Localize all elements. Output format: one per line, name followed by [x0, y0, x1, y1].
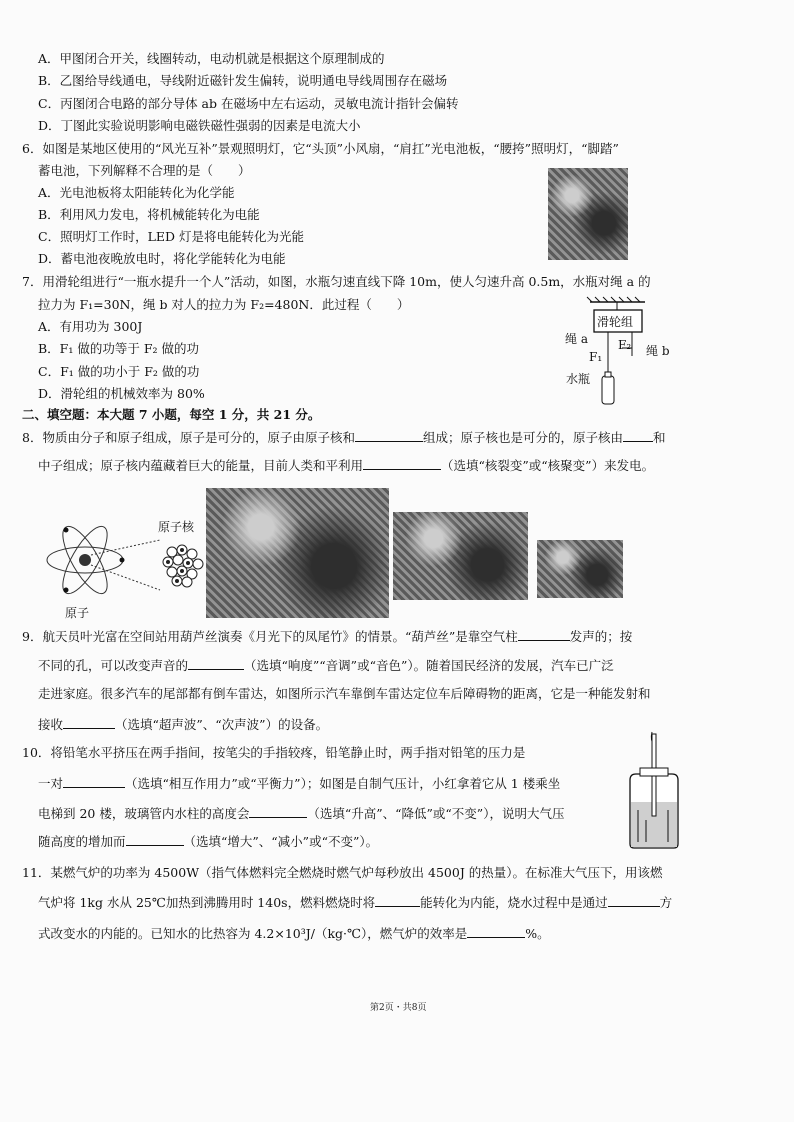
q11-text-5: %。 [525, 926, 550, 941]
q6-stem-line2: 蓄电池，下列解释不合理的是（ ） [38, 163, 251, 178]
q9-text-2: 发声的；按 [569, 629, 633, 644]
f1-label: F₁ [589, 350, 603, 364]
q8-line2 [38, 457, 654, 474]
q11-text-2: 能转化为内能，烧水过程中是通过 [420, 895, 608, 910]
q11-blank-3[interactable] [467, 925, 525, 938]
q10-text-3: 电梯到 20 楼，玻璃管内水柱的高度会 [38, 806, 250, 821]
q7-stem-line1: 7．用滑轮组进行“一瓶水提升一个人”活动，如图，水瓶匀速直线下降 10m，使人匀速升高 0.5m，水瓶对绳 a 的 [22, 274, 651, 289]
f2-label: F₂ [618, 338, 632, 352]
q9-text-4: （选填“响度”“音调”或“音色”）。随着国民经济的发展，汽车已广泛 [244, 658, 614, 673]
q11-text-1: 气炉将 1kg 水从 25℃加热到沸腾用时 140s，燃料燃烧时将 [38, 895, 376, 910]
q5-option-c: C．丙图闭合电路的部分导体 ab 在磁场中左右运动，灵敏电流计指针会偏转 [38, 96, 459, 111]
rope-a-label: 绳 a [565, 332, 588, 346]
q10-blank-2[interactable] [249, 805, 307, 818]
q11-line2 [38, 894, 672, 911]
q9-line2 [38, 657, 614, 674]
q9-text-6: （选填“超声波”、“次声波”）的设备。 [115, 717, 329, 732]
q11-text-4: 式改变水的内能的。已知水的比热容为 4.2×10³J/（kg·℃），燃气炉的效率是 [38, 926, 468, 941]
q5-option-a: A．甲图闭合开关，线圈转动，电动机就是根据这个原理制成的 [38, 51, 385, 66]
q9-line4 [38, 716, 328, 733]
q6-option-c: C．照明灯工作时，LED 灯是将电能转化为光能 [38, 229, 304, 244]
q9-line1 [22, 628, 632, 645]
q9-line3: 走进家庭。很多汽车的尾部都有倒车雷达，如图所示汽车靠倒车雷达定位车后障碍物的距离，它是一种能发射和 [38, 686, 651, 701]
q10-text-1: 一对 [38, 776, 64, 791]
q8-text-3: 和 [652, 430, 666, 445]
atom-label: 原子 [65, 606, 90, 620]
streetlight-photo [548, 168, 628, 260]
nucleus-label: 原子核 [158, 520, 195, 534]
q5-option-d: D．丁图此实验说明影响电磁铁磁性强弱的因素是电流大小 [38, 118, 361, 133]
bottle-label: 水瓶 [566, 372, 591, 386]
q9-text-5: 接收 [38, 717, 64, 732]
q9-blank-2[interactable] [188, 657, 244, 670]
q8-text-4: 中子组成；原子核内蕴藏着巨大的能量，目前人类和平利用 [38, 458, 364, 473]
q10-line1: 10．将铅笔水平挤压在两手指间，按笔尖的手指较疼，铅笔静止时，两手指对铅笔的压力是 [22, 745, 526, 760]
q8-text-2: 组成；原子核也是可分的，原子核由 [422, 430, 623, 445]
q9-text-3: 不同的孔，可以改变声音的 [38, 658, 189, 673]
car-photo [393, 512, 528, 600]
q8-text-1: 8．物质由分子和原子组成，原子是可分的，原子由原子核和 [22, 430, 355, 445]
q7-option-c: C．F₁ 做的功小于 F₂ 做的功 [38, 364, 200, 379]
q6-option-b: B．利用风力发电，将机械能转化为电能 [38, 207, 260, 222]
q8-blank-1[interactable] [355, 429, 423, 442]
q7-option-a: A．有用功为 300J [38, 319, 143, 334]
q10-text-5: 随高度的增加而 [38, 834, 126, 849]
q7-option-d: D．滑轮组的机械效率为 80% [38, 386, 205, 401]
q11-text-3: 方 [659, 895, 673, 910]
q6-option-d: D．蓄电池夜晚放电时，将化学能转化为电能 [38, 251, 286, 266]
q11-line3 [38, 925, 550, 942]
q9-blank-3[interactable] [63, 716, 115, 729]
section-heading: 二、填空题：本大题 7 小题，每空 1 分，共 21 分。 [22, 407, 321, 422]
q11-blank-1[interactable] [375, 894, 420, 907]
astronaut-photo [206, 488, 389, 618]
q8-text-5: （选填“核裂变”或“核聚变”）来发电。 [441, 458, 655, 473]
q10-text-6: （选填“增大”、“减小”或“不变”）。 [183, 834, 379, 849]
q10-text-2: （选填“相互作用力”或“平衡力”）；如图是自制气压计，小红拿着它从 1 楼乘坐 [125, 776, 561, 791]
q10-text-4: （选填“升高”、“降低”或“不变”），说明大气压 [307, 806, 565, 821]
pulley-label: 滑轮组 [597, 315, 634, 329]
radar-photo [537, 540, 623, 598]
q10-line4 [38, 833, 378, 850]
q9-blank-1[interactable] [518, 628, 570, 641]
q6-stem-line1: 6．如图是某地区使用的“风光互补”景观照明灯，它“头顶”小风扇，“肩扛”光电池板，“腰挎”照明灯，“脚踏” [22, 141, 619, 156]
q10-line3 [38, 805, 564, 822]
rope-b-label: 绳 b [646, 344, 670, 358]
q11-blank-2[interactable] [608, 894, 660, 907]
q8-blank-3[interactable] [363, 457, 441, 470]
barometer-diagram [620, 730, 690, 850]
q5-option-b: B．乙图给导线通电，导线附近磁针发生偏转，说明通电导线周围存在磁场 [38, 73, 448, 88]
q7-stem-line2: 拉力为 F₁=30N，绳 b 对人的拉力为 F₂=480N．此过程（ ） [38, 297, 410, 312]
q10-line2 [38, 775, 560, 792]
q6-option-a: A．光电池板将太阳能转化为化学能 [38, 185, 235, 200]
q11-line1: 11．某燃气炉的功率为 4500W（指气体燃料完全燃烧时燃气炉每秒放出 4500J 的热量）。在标准大气压下，用该燃 [22, 865, 663, 880]
q10-blank-3[interactable] [126, 833, 184, 846]
q7-option-b: B．F₁ 做的功等于 F₂ 做的功 [38, 341, 199, 356]
q10-blank-1[interactable] [63, 775, 125, 788]
page-footer: 第2页・共8页 [370, 1003, 427, 1013]
q8-line1 [22, 429, 666, 446]
q8-blank-2[interactable] [623, 429, 653, 442]
q9-text-1: 9．航天员叶光富在空间站用葫芦丝演奏《月光下的凤尾竹》的情景。“葫芦丝”是靠空气柱 [22, 629, 518, 644]
